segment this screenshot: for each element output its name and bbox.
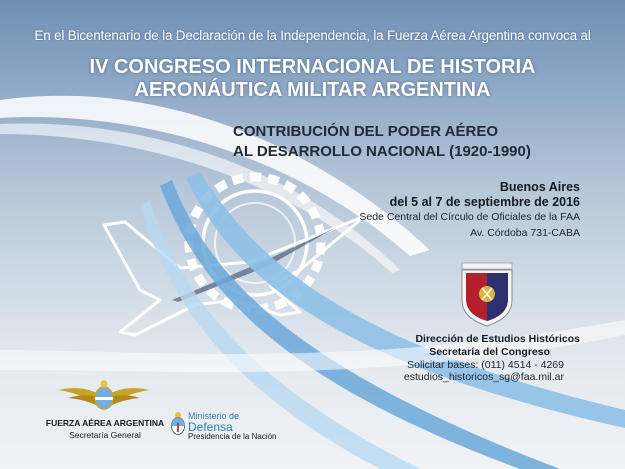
contact-email[interactable]: estudios_historicos_sg@faa.mil.ar xyxy=(403,371,564,383)
event-dates: del 5 al 7 de septiembre de 2016 xyxy=(389,195,580,209)
congress-secretariat: Secretaría del Congreso xyxy=(429,346,550,358)
historical-studies-shield-crest-icon xyxy=(458,262,516,328)
title-line-2: AERONÁUTICA MILITAR ARGENTINA xyxy=(134,79,491,101)
event-address: Av. Córdoba 731-CABA xyxy=(470,227,580,239)
subtitle-line-1: CONTRIBUCIÓN DEL PODER AÉREO xyxy=(233,123,499,140)
air-force-wings-emblem-icon xyxy=(58,378,150,416)
ministry-name: Defensa xyxy=(188,420,233,434)
intro-text: En el Bicentenario de la Declaración de la Independencia, la Fuerza Aérea Argentina convoca al xyxy=(34,28,591,43)
air-force-name: FUERZA AÉREA ARGENTINA xyxy=(45,418,165,428)
argentine-coat-of-arms-icon xyxy=(170,411,186,437)
title-line-1: IV CONGRESO INTERNACIONAL DE HISTORIA xyxy=(89,56,536,78)
ministry-label: Ministerio de xyxy=(188,411,240,421)
organizer-name: Dirección de Estudios Históricos xyxy=(415,333,580,345)
event-city: Buenos Aires xyxy=(499,180,580,194)
subtitle-line-2: AL DESARROLLO NACIONAL (1920-1990) xyxy=(233,143,531,160)
event-venue: Sede Central del Círculo de Oficiales de la FAA xyxy=(359,211,580,223)
air-force-unit: Secretaría General xyxy=(69,430,141,440)
ministry-presidency: Presidencia de la Nación xyxy=(188,432,277,441)
contact-phone: Solicitar bases: (011) 4514 - 4269 xyxy=(407,359,564,371)
